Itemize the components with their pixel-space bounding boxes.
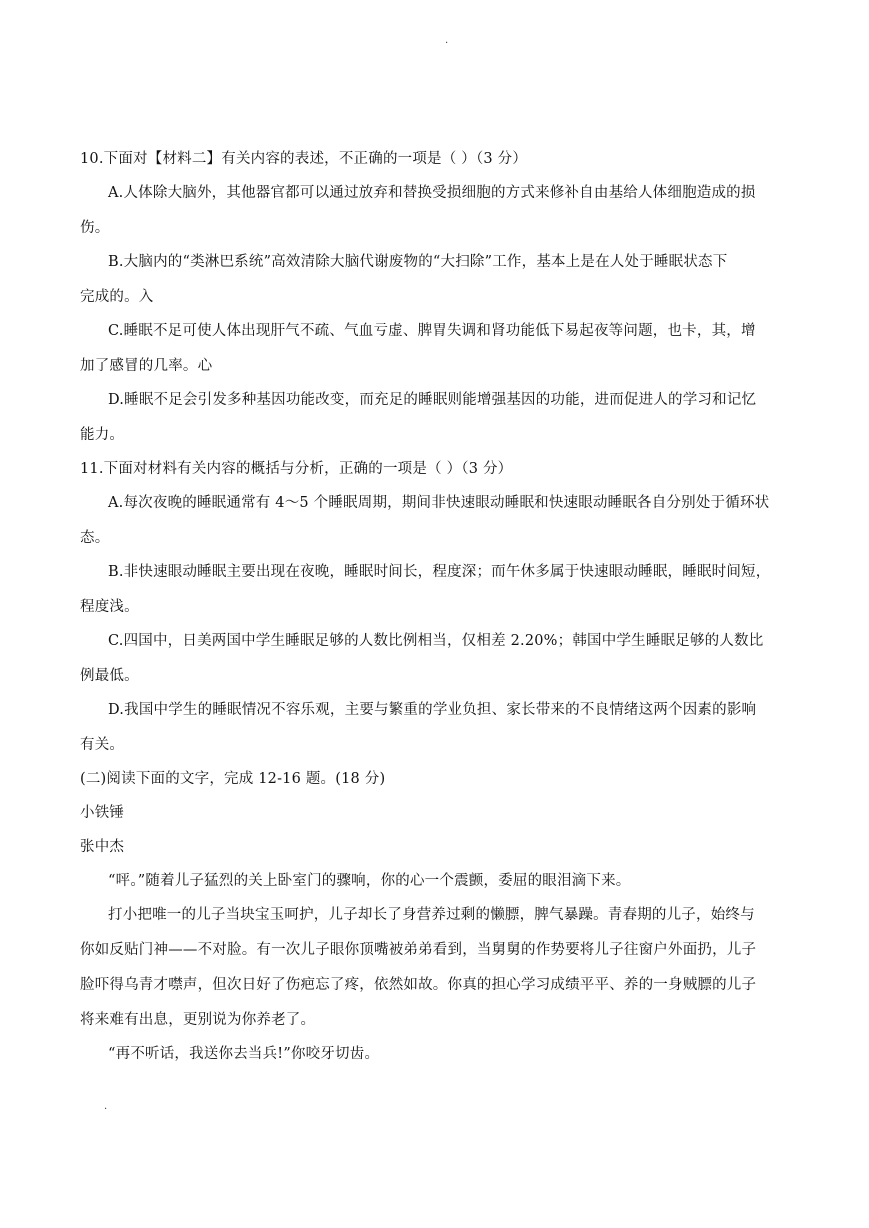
article-title: 小铁锤 [80,805,125,821]
header-dot: . [445,35,449,46]
option-line: A.人体除大脑外，其他器官都可以通过放弃和替换受损细胞的方式来修补自由基给人体细胞造成的损 [108,185,756,201]
paragraph-line: 你如反贴门神——不对脸。有一次儿子眼你顶嘴被弟弟看到，当舅舅的作势要将儿子往窗户外面扔，儿子 [80,942,757,958]
question-10-option-d [80,391,788,445]
option-line: B.非快速眼动睡眠主要出现在夜晚，睡眠时间长，程度深；而午休多属于快速眼动睡眠，睡眠时间短， [108,564,771,580]
option-line: 能力。 [80,427,125,443]
option-line: 有关。 [80,737,125,753]
question-10-stem: 10.下面对【材料二】有关内容的表述，不正确的一项是（ ）（3 分） [80,151,528,167]
article-paragraph-1: “呯。”随着儿子猛烈的关上卧室门的骤响，你的心一个震颤，委屈的眼泪滴下来。 [108,873,631,889]
question-11-option-a [80,494,788,548]
section-heading: (二)阅读下面的文字，完成 12-16 题。(18 分) [80,771,386,787]
article-author: 张中杰 [80,839,125,855]
question-10-option-a [80,184,788,238]
paragraph-line: 脸吓得乌青才噤声，但次日好了伤疤忘了疼，依然如故。你真的担心学习成绩平平、养的一身贼膘的儿子 [80,977,757,993]
option-line: A.每次夜晚的睡眠通常有 4～5 个睡眠周期，期间非快速眼动睡眠和快速眼动睡眠各自分别处于循环状 [108,495,770,511]
paragraph-line: 将来难有出息，更别说为你养老了。 [80,1012,316,1028]
option-line: D.睡眠不足会引发多种基因功能改变，而充足的睡眠则能增强基因的功能，进而促进人的学习和记忆 [108,392,757,408]
option-line: 例最低。 [80,668,139,684]
question-11-option-d [80,701,788,755]
option-line: C.睡眠不足可使人体出现肝气不疏、气血亏虚、脾胃失调和肾功能低下易起夜等问题，也卡，其，增 [108,323,756,339]
paragraph-line: 打小把唯一的儿子当块宝玉呵护，儿子却长了身营养过剩的懒膘，脾气暴躁。青春期的儿子，始终与 [108,907,755,923]
option-line: C.四国中，日美两国中学生睡眠足够的人数比例相当，仅相差 2.20%；韩国中学生睡眠足够的人数比 [108,633,764,649]
question-11-option-c [80,632,788,686]
document-content [80,150,788,1079]
option-line: D.我国中学生的睡眠情况不容乐观，主要与繁重的学业负担、家长带来的不良情绪这两个因素的影响 [108,702,757,718]
option-line: 加了感冒的几率。心 [80,358,213,374]
option-line: 完成的。入 [80,289,154,305]
option-line: 态。 [80,530,110,546]
option-line: B.大脑内的“类淋巴系统”高效清除大脑代谢废物的“大扫除”工作，基本上是在人处于睡眠状态下 [108,254,728,270]
option-line: 程度浅。 [80,599,139,615]
footer-dot: . [104,1101,108,1112]
question-11-stem: 11.下面对材料有关内容的概括与分析，正确的一项是（ ）（3 分） [80,461,513,477]
question-10-option-b [80,253,788,307]
article-paragraph-2 [80,906,788,1030]
option-line: 伤。 [80,220,110,236]
question-11-option-b [80,563,788,617]
article-paragraph-3: “再不听话，我送你去当兵!”你咬牙切齿。 [108,1046,380,1062]
question-10-option-c [80,322,788,376]
